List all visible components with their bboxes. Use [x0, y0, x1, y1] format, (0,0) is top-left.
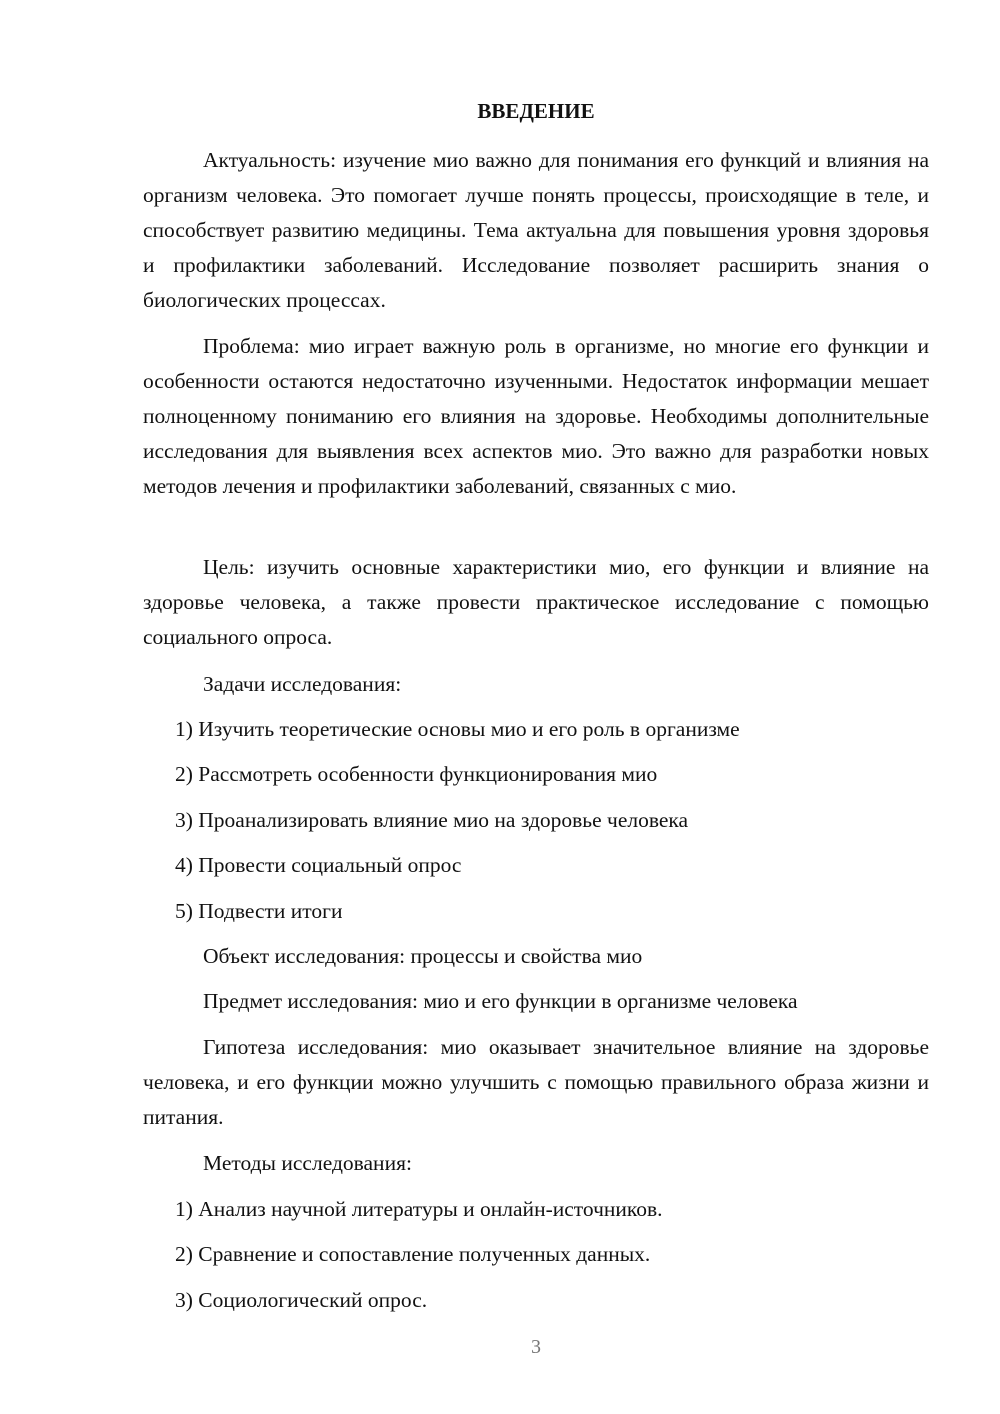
method-item: 3) Социологический опрос. [175, 1288, 428, 1312]
hypothesis-paragraph: Гипотеза исследования: мио оказывает значительное влияние на здоровье человека, и его функции можно улучшить с помощью правильного образа жизни и питания. [143, 1035, 929, 1129]
problem-paragraph: Проблема: мио играет важную роль в организме, но многие его функции и особенности остаются недостаточно изученными. Недостаток информации мешает полноценному пониманию его влияния на здоровье. Необходимы дополнительные исследования для выявления всех аспектов мио. Это важно для разработки новых методов лечения и профилактики заболеваний, связанных с мио. [143, 334, 929, 498]
page-number: 3 [531, 1336, 541, 1358]
task-item: 5) Подвести итоги [175, 899, 343, 923]
relevance-paragraph: Актуальность: изучение мио важно для понимания его функций и влияния на организм человека. Это помогает лучше понять процессы, происходящие в теле, и способствует развитию медицины. Тема актуальна для повышения уровня здоровья и профилактики заболеваний. Исследование позволяет расширить знания о биологических процессах. [143, 148, 929, 312]
task-item: 1) Изучить теоретические основы мио и его роль в организме [175, 717, 740, 741]
task-item: 2) Рассмотреть особенности функционирования мио [175, 762, 658, 786]
document-page [143, 0, 929, 1414]
task-item: 4) Провести социальный опрос [175, 853, 462, 877]
section-title: ВВЕДЕНИЕ [477, 99, 595, 123]
task-item: 3) Проанализировать влияние мио на здоровье человека [175, 808, 689, 832]
goal-paragraph: Цель: изучить основные характеристики мио, его функции и влияние на здоровье человека, а также провести практическое исследование с помощью социального опроса. [143, 555, 929, 649]
method-item: 2) Сравнение и сопоставление полученных данных. [175, 1242, 651, 1266]
tasks-heading: Задачи исследования: [203, 672, 402, 696]
method-item: 1) Анализ научной литературы и онлайн-источников. [175, 1197, 663, 1221]
object-line: Объект исследования: процессы и свойства мио [203, 944, 643, 968]
methods-heading: Методы исследования: [203, 1151, 412, 1175]
subject-line: Предмет исследования: мио и его функции в организме человека [203, 989, 798, 1013]
